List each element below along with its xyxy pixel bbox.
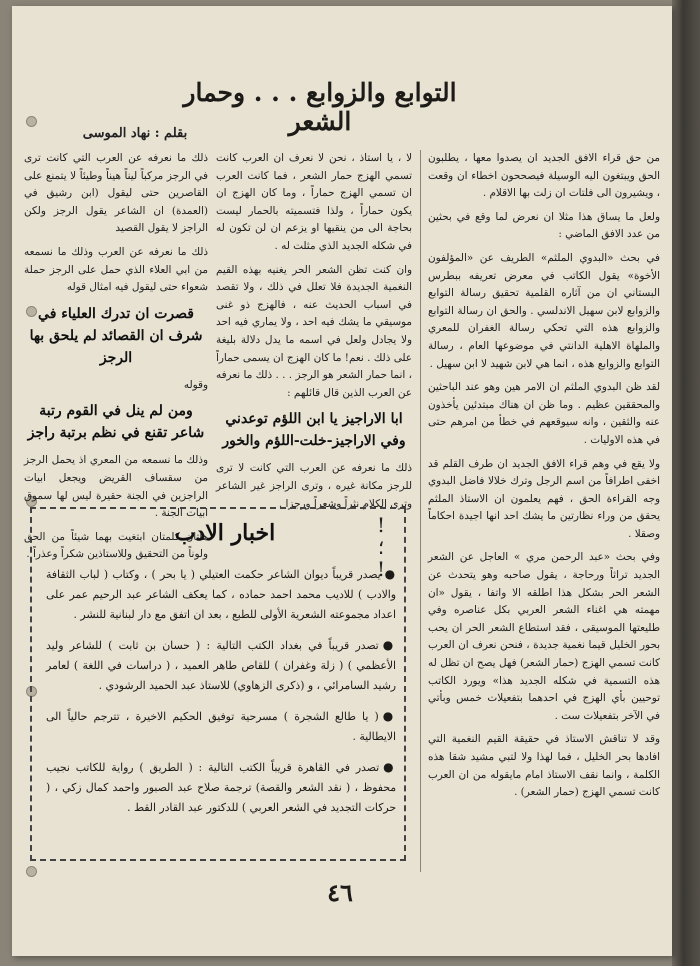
paragraph: ولا يقع في وهم قراء الافق الجديد ان طرف القلم قد اخفى اطرافاً من اسم الرجل وترك خلالا فاضل البدوي وجه القراءة الحق ، فهم يعلمون ان الاستاذ الملثم يحقق من وراء نظارتين ما يشك احد انها اجيدة احكاماً وصقلا . [428,457,660,540]
paragraph: هاتان كلمتان ابتغيت بهما شيئاً من الحق ولوناً من التحقيق وللاستاذين شكراً وعذراً . [24,530,208,561]
paragraph: في بحث «البدوي الملثم» الطريف عن «المؤلفون الأخوة» يقول الكاتب في معرض تعريفه ببطرس البستاني ان من آثاره القلمية تحقيق رسالة التوابع والزوابع لابن سهيل الاندلسي . والحق ان رسالة التوابع والزوابع هذه التي تحكي رسالة الغفران للمعري والملهاة الاهلية الدانتي في موضوعها العام ، رسالة التوابع والزوابع هذه ، انما هي لابن شهيد لا ابن سهيل . [428,251,660,370]
paragraph: ذلك ما نعرفه عن العرب وذلك ما نسمعه من ابي العلاء الذي حمل على الرجز حملة شعواء حتى ليقول فيه امثال قوله [24,245,208,294]
news-title: اخبار الادب [174,520,276,546]
column-left [24,150,208,561]
bullet-icon: ● [382,709,396,723]
news-item [46,635,396,696]
bullet-icon: ● [384,567,396,581]
column-rule [420,150,421,872]
news-item [46,706,396,747]
paragraph: ذلك ما نعرفه عن العرب التي كانت لا ترى للرجز مكانة غيره ، وترى الراجز غير الشاعر وترى الكلام نثراً وشعراً ورجزا . [216,462,412,510]
verse-2: ومن لم ينل في القوم رتبة شاعر تقنع في نظم برتبة راجز [27,403,205,442]
verse-1: قصرت ان تدرك العلياء في شرف ان القصائد لم يلحق بها الرجز [29,305,203,366]
paragraph: وان كنت تظن الشعر الحر يغنيه بهذه القيم النغمية الجديدة فلا تعلل في ذلك ، ولا تقصد في اسباب الحديث عنه ، فالهزج ذو غنى موسيقي ما يشك فيه احد ، ولا يماري فيه احد ولا يجادل ولعل في اسمه ما يدل دلالة بليغة على ذلك . نعم! ما كان الهزج ان يسمى حماراً ، انما حمار الشعر هو الرجز . . . ذلك ما نعرفه عن العرب الذين قال قائلهم : [216,263,412,399]
paragraph: ذلك ما نعرفه عن العرب التي كانت ترى في الرجز مركباً ليناً هيناً وطيئاً لا يتمنع على القاصرين حتى ليقول (ابن رشيق في (العمدة) ان الشاعر يقول الرجز ولكن الراجز لا يقول القصيد [24,152,208,235]
hole [26,116,37,127]
paragraph: من حق قراء الافق الجديد ان يصدوا معها ، يطلبون الحق ويبتغون اليه الوسيلة فيصححون اخطاء ان وقعت ، ويشيرون الى فلتات ان زلت بها الاقلام . [428,152,660,200]
box-ornament: ! ؛ ! [376,513,386,581]
paragraph: وقد لا تناقش الاستاذ في حقيقة القيم النغمية التي افادها بحر الخليل ، فما لهذا ولا لتبي مشيد شقا هذه الكلمة ، وانما نقف الاستاذ امام مايقوله من ان العرب كانت تسمي الهزج (حمار الشعر) . [428,733,660,799]
hole [26,866,37,877]
paragraph: وفي بحث «عبد الرحمن مري » العاجل عن الشعر الجديد تراثاً ورحاجة ، يقول صاحبه وهو يتحدث عن الشعر الحر بشكل هذا اطلقه الا واتفا ، يقول «ان مهمته هي اغناء الشعر العربي بكل عناصره وفي طليعتها الموسيقى ، فقد استطاع الشعر الحر ان يحب بحور الخليل قيما نغمية جديدة ، فنحن نعرف ان العرب كانت تسمي الهزج (حمار الشعر) فهل يصح ان تظل له هذه التسمية في شكله الجديد هذا» ويورد الكاتب توحيين بأي الهزج في احدهما بتفعيلات خمس وبأتي في الآخر بتفعيلات ست . [428,551,660,722]
bullet-icon: ● [382,638,396,652]
news-item-text: تصدر في القاهرة قريباً الكتب التالية : ( الطريق ) رواية للكاتب نجيب محفوظ ، ( نقد الشعر والقصة) ترجمة صلاح عبد الصبور واحمد كمال زكي ، ( حركات التجديد في الشعر العربي ) للدكتور عبد القادر القط . [46,761,396,814]
bullet-icon: ● [383,760,396,774]
news-list [46,564,396,828]
news-item-text: ( يا طالع الشجرة ) مسرحية توفيق الحكيم الاخيرة ، تترجم حالياً الى الايطالية . [46,710,396,743]
column-middle [216,150,412,510]
article-title: التوابع والزوابع . . . وحمار الشعر [183,78,457,136]
verse-intro: وقوله [183,378,208,391]
news-item-text: يصدر قريباً ديوان الشاعر حكمت العتيلي ( يا بحر ) ، وكتاب ( لباب الثقافة والادب ) للاديب محمد احمد حماده ، كما يعكف الشاعر عبد الرحيم عمر على اعداد مجموعته الشعرية الأولى للطبع ، بعد ان اتفق مع دار لبنانية للنشر . [46,568,396,621]
verse-heading: ابا الاراجيز يا ابن اللؤم توعدني وفي الاراجيز-خلت-اللؤم والخور [222,411,406,450]
binding-edge [672,0,700,966]
paragraph: لقد ظن البدوي الملثم ان الامر هين وهو عند الباحثين والمحققين عظيم . وما ظن ان هناك مبتدئين يأخذون عنه والثقين ، وانه سيوقعهم في خطأ من امرهم حتى في هذه الاوليات . [428,381,660,446]
news-item [46,564,396,625]
paragraph: وذلك ما نسمعه من المعري اذ يحمل الرجز من سقساف القريض ويجعل ابيات الراجزين في الجنة حقيرة ليس لها سموق ابيات الجنة . [24,454,208,520]
page-number: ٤٦ [327,878,353,907]
paragraph: ولعل ما يساق هذا مثلا ان نعرض لما وقع في بحثين من عدد الافق الماضي : [428,210,660,241]
article-byline: بقلم : نهاد الموسى [82,126,188,141]
column-right [428,150,660,872]
news-item-text: تصدر قريباً في بغداد الكتب التالية : ( حسان بن ثابت ) للشاعر وليد الأعظمي ) ( زلة وغفران ) للقاص طاهر العميد ، ( دراسات في اللغة ) لعامر رشيد السامرائي ، و (ذكرى الزهاوي) للاستاذ عبد الحميد الرشودي . [46,639,396,692]
paragraph: لا ، يا استاذ ، نحن لا نعرف ان العرب كانت تسمي الهزج حمار الشعر ، فما كانت العرب ان تسمي الهزج حماراً ، وما كان الهزج ان يكون حماراً ، ولذا فتسميته بالحمار ليست بحاجة الى من ينقيها او يزعم ان لن تكون له في شكله الجديد الذي مثلت له . [216,152,412,252]
news-item [46,757,396,818]
